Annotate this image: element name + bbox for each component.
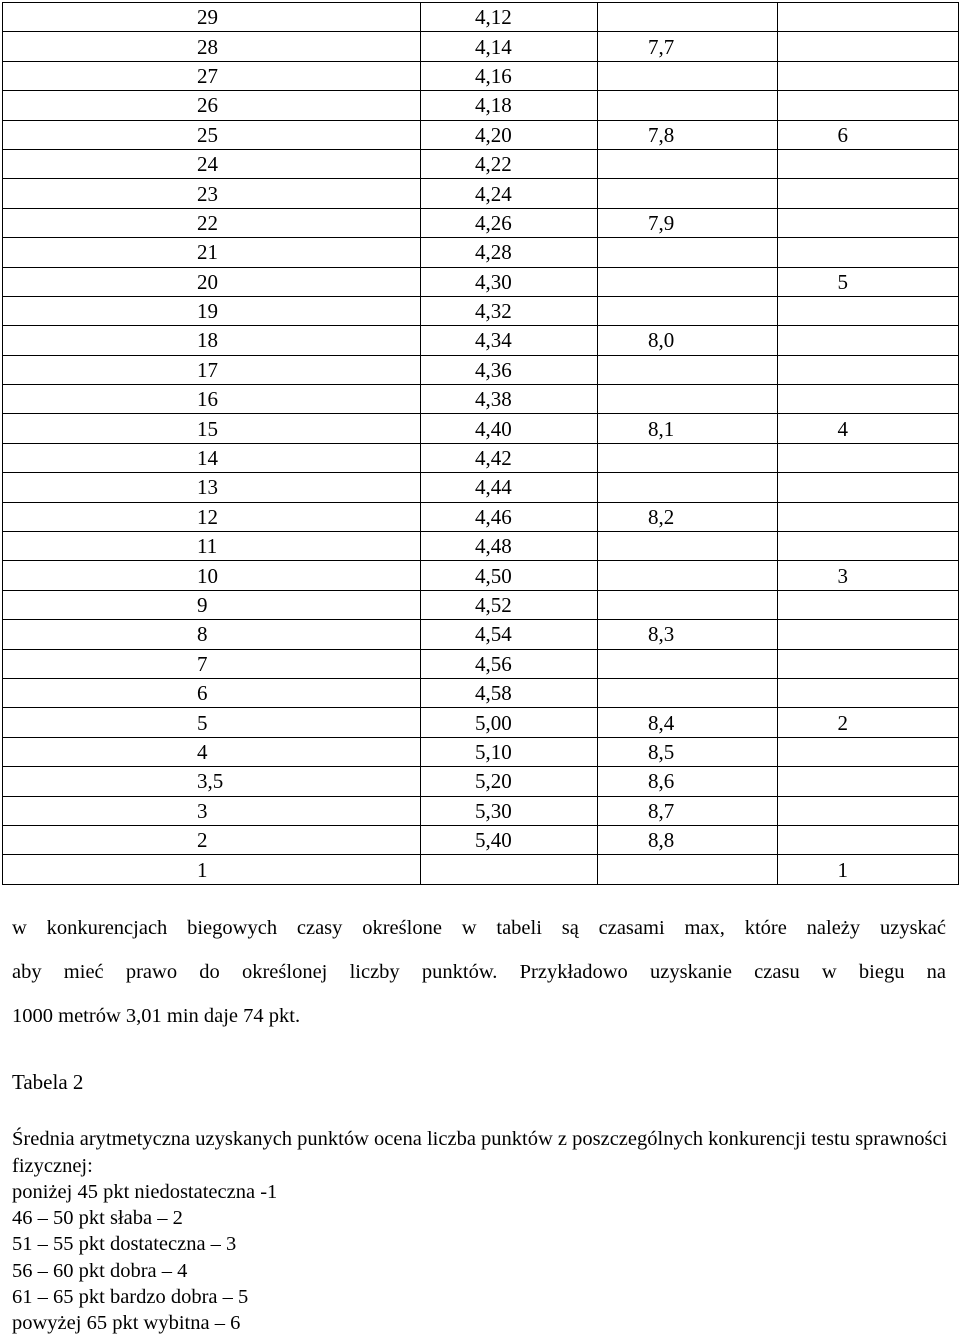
points-cell: 10: [3, 561, 421, 590]
time-b-cell: [598, 3, 778, 32]
time-a-cell: 5,00: [421, 708, 598, 737]
points-cell: 24: [3, 149, 421, 178]
table-row: [3, 649, 959, 678]
value-c-cell: [778, 443, 959, 472]
time-a-cell: 5,10: [421, 737, 598, 766]
time-a-cell: 4,46: [421, 502, 598, 531]
time-a-cell: 4,24: [421, 179, 598, 208]
points-cell: 25: [3, 120, 421, 149]
time-a-cell: 4,28: [421, 238, 598, 267]
time-b-cell: 7,7: [598, 32, 778, 61]
points-cell: 1: [3, 855, 421, 884]
table-row: [3, 414, 959, 443]
table-row: [3, 708, 959, 737]
value-c-cell: [778, 208, 959, 237]
time-a-cell: 4,42: [421, 443, 598, 472]
points-cell: 18: [3, 326, 421, 355]
note-line: aby mieć prawo do określonej liczby punktów. Przykładowo uzyskanie czasu w biegu na: [12, 961, 946, 983]
grade-item: 46 – 50 pkt słaba – 2: [12, 1207, 183, 1230]
time-b-cell: 8,6: [598, 767, 778, 796]
table-row: [3, 561, 959, 590]
value-c-cell: [778, 385, 959, 414]
time-b-cell: [598, 649, 778, 678]
time-a-cell: 4,14: [421, 32, 598, 61]
time-a-cell: [421, 855, 598, 884]
table-row: [3, 678, 959, 707]
table-row: [3, 385, 959, 414]
table-row: [3, 502, 959, 531]
time-a-cell: 4,58: [421, 678, 598, 707]
time-a-cell: 4,56: [421, 649, 598, 678]
value-c-cell: [778, 238, 959, 267]
time-a-cell: 4,50: [421, 561, 598, 590]
table-row: [3, 3, 959, 32]
value-c-cell: [778, 502, 959, 531]
time-b-cell: [598, 179, 778, 208]
points-cell: 22: [3, 208, 421, 237]
table-row: [3, 296, 959, 325]
value-c-cell: [778, 149, 959, 178]
points-cell: 13: [3, 473, 421, 502]
time-b-cell: [598, 296, 778, 325]
table-row: [3, 355, 959, 384]
points-cell: 12: [3, 502, 421, 531]
time-a-cell: 4,26: [421, 208, 598, 237]
time-a-cell: 4,32: [421, 296, 598, 325]
grade-item: 51 – 55 pkt dostateczna – 3: [12, 1233, 237, 1256]
time-a-cell: 5,40: [421, 825, 598, 854]
table-note: [12, 906, 946, 1038]
table2-description: Średnia arytmetyczna uzyskanych punktów ocena liczba punktów z poszczególnych konkurencji testu sprawności fizycznej:: [12, 1128, 948, 1177]
time-b-cell: [598, 473, 778, 502]
time-a-cell: 4,22: [421, 149, 598, 178]
time-a-cell: 4,38: [421, 385, 598, 414]
time-b-cell: [598, 355, 778, 384]
table-row: [3, 238, 959, 267]
points-cell: 2: [3, 825, 421, 854]
points-cell: 21: [3, 238, 421, 267]
time-a-cell: 4,12: [421, 3, 598, 32]
points-cell: 6: [3, 678, 421, 707]
time-b-cell: [598, 678, 778, 707]
table-row: [3, 532, 959, 561]
time-b-cell: [598, 267, 778, 296]
value-c-cell: [778, 91, 959, 120]
time-b-cell: [598, 855, 778, 884]
value-c-cell: [778, 825, 959, 854]
table-row: [3, 326, 959, 355]
points-cell: 23: [3, 179, 421, 208]
score-table-body: [3, 3, 959, 885]
time-b-cell: [598, 91, 778, 120]
value-c-cell: [778, 796, 959, 825]
time-a-cell: 4,48: [421, 532, 598, 561]
time-a-cell: 4,36: [421, 355, 598, 384]
points-cell: 26: [3, 91, 421, 120]
value-c-cell: [778, 32, 959, 61]
points-cell: 8: [3, 620, 421, 649]
grade-item: 56 – 60 pkt dobra – 4: [12, 1259, 188, 1282]
table-row: [3, 120, 959, 149]
points-cell: 3,5: [3, 767, 421, 796]
table-row: [3, 149, 959, 178]
time-a-cell: 5,20: [421, 767, 598, 796]
points-cell: 4: [3, 737, 421, 766]
points-cell: 20: [3, 267, 421, 296]
points-cell: 9: [3, 590, 421, 619]
table-row: [3, 208, 959, 237]
value-c-cell: [778, 326, 959, 355]
table-row: [3, 443, 959, 472]
time-b-cell: 8,1: [598, 414, 778, 443]
value-c-cell: 4: [778, 414, 959, 443]
table-row: [3, 267, 959, 296]
grade-item: 61 – 65 pkt bardzo dobra – 5: [12, 1285, 249, 1308]
score-table: [2, 2, 959, 885]
time-a-cell: 5,30: [421, 796, 598, 825]
table-row: [3, 179, 959, 208]
value-c-cell: [778, 473, 959, 502]
time-a-cell: 4,16: [421, 61, 598, 90]
time-b-cell: 8,2: [598, 502, 778, 531]
time-b-cell: 8,3: [598, 620, 778, 649]
value-c-cell: [778, 3, 959, 32]
table-row: [3, 767, 959, 796]
time-b-cell: [598, 561, 778, 590]
table-row: [3, 61, 959, 90]
time-b-cell: [598, 590, 778, 619]
points-cell: 28: [3, 32, 421, 61]
note-line: w konkurencjach biegowych czasy określone w tabeli są czasami max, które należy uzyskać: [12, 917, 946, 939]
time-a-cell: 4,52: [421, 590, 598, 619]
value-c-cell: 2: [778, 708, 959, 737]
time-b-cell: [598, 385, 778, 414]
value-c-cell: [778, 737, 959, 766]
time-b-cell: [598, 532, 778, 561]
value-c-cell: [778, 61, 959, 90]
time-a-cell: 4,20: [421, 120, 598, 149]
value-c-cell: [778, 649, 959, 678]
time-a-cell: 4,40: [421, 414, 598, 443]
time-b-cell: 8,5: [598, 737, 778, 766]
points-cell: 14: [3, 443, 421, 472]
time-b-cell: [598, 238, 778, 267]
time-b-cell: 8,0: [598, 326, 778, 355]
time-b-cell: [598, 61, 778, 90]
value-c-cell: [778, 590, 959, 619]
table-row: [3, 32, 959, 61]
points-cell: 19: [3, 296, 421, 325]
time-a-cell: 4,44: [421, 473, 598, 502]
value-c-cell: [778, 678, 959, 707]
table-row: [3, 91, 959, 120]
value-c-cell: [778, 296, 959, 325]
value-c-cell: [778, 767, 959, 796]
table-row: [3, 590, 959, 619]
time-b-cell: [598, 149, 778, 178]
points-cell: 15: [3, 414, 421, 443]
value-c-cell: [778, 532, 959, 561]
time-b-cell: 7,9: [598, 208, 778, 237]
value-c-cell: 3: [778, 561, 959, 590]
table2-title: Tabela 2: [12, 1070, 84, 1094]
points-cell: 17: [3, 355, 421, 384]
points-cell: 27: [3, 61, 421, 90]
time-b-cell: 8,4: [598, 708, 778, 737]
points-cell: 3: [3, 796, 421, 825]
grade-item: poniżej 45 pkt niedostateczna -1: [12, 1181, 278, 1203]
time-b-cell: 7,8: [598, 120, 778, 149]
points-cell: 7: [3, 649, 421, 678]
time-a-cell: 4,18: [421, 91, 598, 120]
note-line: 1000 metrów 3,01 min daje 74 pkt.: [12, 1005, 301, 1027]
table-row: [3, 855, 959, 884]
value-c-cell: [778, 620, 959, 649]
table-row: [3, 473, 959, 502]
points-cell: 5: [3, 708, 421, 737]
table-row: [3, 796, 959, 825]
points-cell: 16: [3, 385, 421, 414]
time-b-cell: 8,8: [598, 825, 778, 854]
points-cell: 29: [3, 3, 421, 32]
value-c-cell: 5: [778, 267, 959, 296]
time-b-cell: 8,7: [598, 796, 778, 825]
table-row: [3, 620, 959, 649]
grade-item: powyżej 65 pkt wybitna – 6: [12, 1312, 241, 1335]
points-cell: 11: [3, 532, 421, 561]
time-a-cell: 4,30: [421, 267, 598, 296]
value-c-cell: 6: [778, 120, 959, 149]
value-c-cell: [778, 355, 959, 384]
value-c-cell: [778, 179, 959, 208]
table-row: [3, 825, 959, 854]
time-b-cell: [598, 443, 778, 472]
value-c-cell: 1: [778, 855, 959, 884]
grade-list: [12, 1179, 277, 1336]
time-a-cell: 4,54: [421, 620, 598, 649]
table-row: [3, 737, 959, 766]
time-a-cell: 4,34: [421, 326, 598, 355]
